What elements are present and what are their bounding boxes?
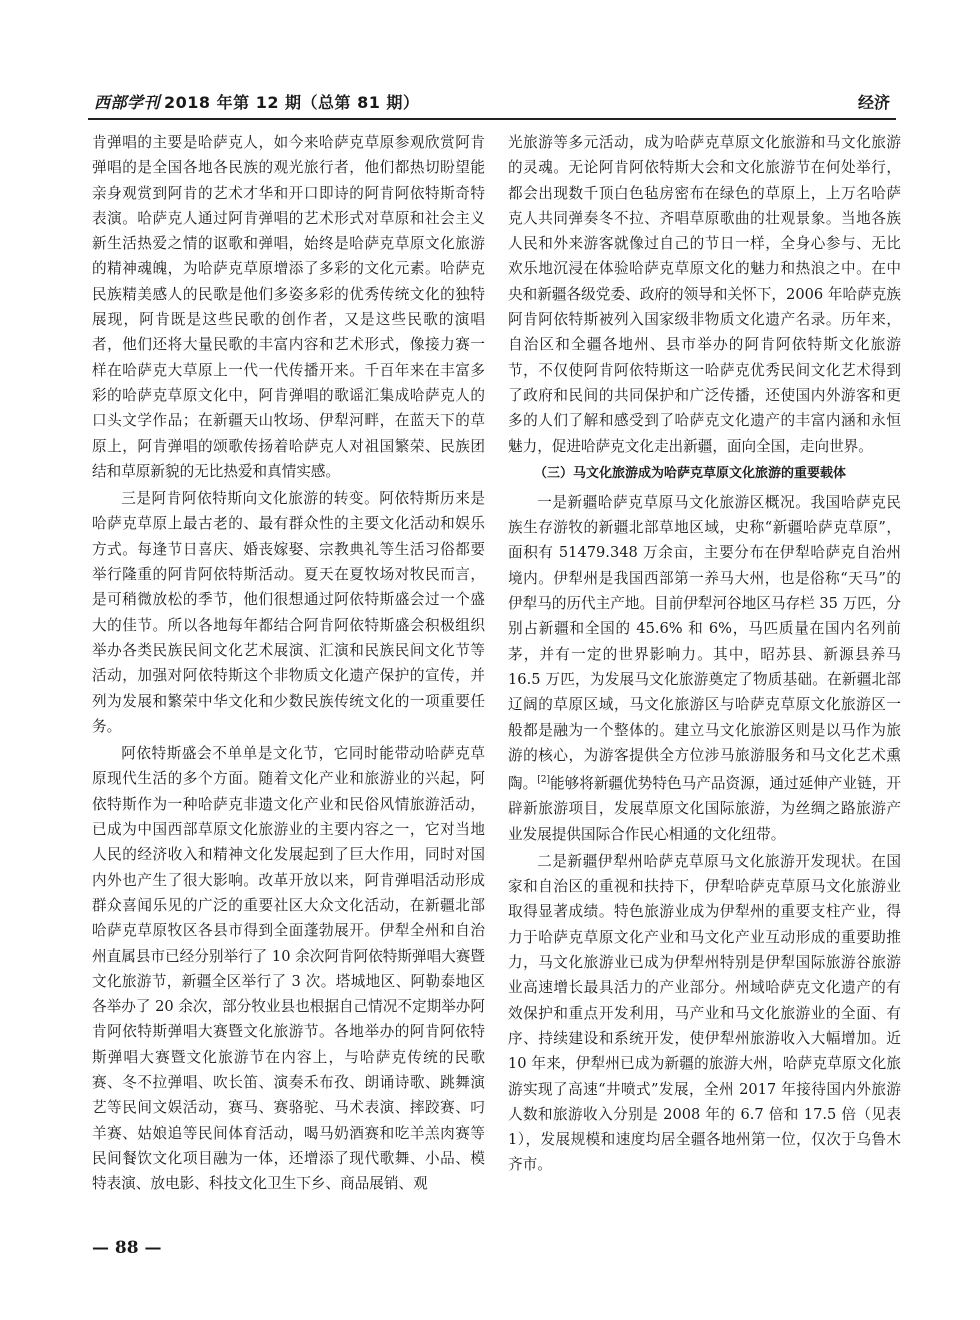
paragraph-text: 一是新疆哈萨克草原马文化旅游区概况。我国哈萨克民族生存游牧的新疆北部草地区域，史称“新疆哈萨克草原”，面积有 51479.348 万余亩，主要分布在伊犁哈萨克自治州境内。伊犁州是我国西部第一养马大州，也是俗称“天马”的伊犁马的历代主产地。目前伊犁河谷地区马存栏 35 万匹，分别占新疆和全国的 45.6% 和 6%，马匹质量在国内名列前茅，并有一定的世界影响力。其中，昭苏县、新源县养马 16.5 万匹，为发展马文化旅游奠定了物质基础。在新疆北部辽阔的草原区域，马文化旅游区与哈萨克草原文化旅游区一般都是融为一个整体的。建立马文化旅游区则是以马作为旅游的核心，为游客提供全方位涉马旅游服务和马文化艺术熏陶。 [508, 493, 901, 792]
journal-title: 西部学刊 [94, 93, 161, 112]
paragraph [508, 490, 901, 847]
issue-info: 2018 年第 12 期（总第 81 期） [164, 93, 420, 112]
page-number: — 88 — [92, 1238, 162, 1258]
left-column [92, 130, 485, 1225]
journal-issue-line [94, 90, 419, 113]
right-column [508, 130, 901, 1225]
citation-ref: [2] [537, 775, 550, 786]
paragraph: 二是新疆伊犁州哈萨克草原马文化旅游开发现状。在国家和自治区的重视和扶持下，伊犁哈萨克草原马文化旅游业取得显著成绩。特色旅游业成为伊犁州的重要支柱产业，得力于哈萨克草原文化产业和马文化产业互动形成的重要助推力，马文化旅游业已成为伊犁州特别是伊犁国际旅游谷旅游业高速增长最具活力的产业部分。州域哈萨克文化遗产的有效保护和重点开发利用，马产业和马文化旅游业的全面、有序、持续建设和系统开发，使伊犁州旅游收入大幅增加。近 10 年来，伊犁州已成为新疆的旅游大州，哈萨克草原文化旅游实现了高速“井喷式”发展，全州 2017 年接待国内外旅游人数和旅游收入分别是 2008 年的 6.7 倍和 17.5 倍（见表 1），发展规模和速度均居全疆各地州第一位，仅次于乌鲁木齐市。 [508, 852, 901, 1174]
section-name: 经济 [857, 93, 890, 112]
paragraph: 肯弹唱的主要是哈萨克人，如今来哈萨克草原参观欣赏阿肯弹唱的是全国各地各民族的观光旅行者，他们都热切盼望能亲身观赏到阿肯的艺术才华和开口即诗的阿肯阿依特斯奇特表演。哈萨克人通过阿肯弹唱的艺术形式对草原和社会主义新生活热爱之情的讴歌和弹唱，始终是哈萨克草原文化旅游的精神魂魄，为哈萨克草原增添了多彩的文化元素。哈萨克民族精美感人的民歌是他们多姿多彩的优秀传统文化的独特展现，阿肯既是这些民歌的创作者，又是这些民歌的演唱者，他们还将大量民歌的丰富内容和艺术形式，像接力赛一样在哈萨克大草原上一代一代传播开来。千百年来在丰富多彩的哈萨克草原文化中，阿肯弹唱的歌谣汇集成哈萨克人的口头文学作品；在新疆天山牧场、伊犁河畔，在蓝天下的草原上，阿肯弹唱的颂歌传扬着哈萨克人对祖国繁荣、民族团结和草原新貌的无比热爱和真情实感。 [92, 134, 485, 480]
paragraph: 三是阿肯阿依特斯向文化旅游的转变。阿依特斯历来是哈萨克草原上最古老的、最有群众性的主要文化活动和娱乐方式。每逢节日喜庆、婚丧嫁娶、宗教典礼等生活习俗都要举行隆重的阿肯阿依特斯活动。夏天在夏牧场对牧民而言，是可稍微放松的季节，他们很想通过阿依特斯盛会过一个盛大的佳节。所以各地每年都结合阿肯阿依特斯盛会积极组织举办各类民族民间文化艺术展演、汇演和民族民间文化节等活动，加强对阿依特斯这个非物质文化遗产保护的宣传，并列为发展和繁荣中华文化和少数民族传统文化的一项重要任务。 [92, 490, 485, 735]
section-subheading: （三）马文化旅游成为哈萨克草原文化旅游的重要载体 [534, 465, 847, 481]
paragraph: 阿依特斯盛会不单单是文化节，它同时能带动哈萨克草原现代生活的多个方面。随着文化产业和旅游业的兴起，阿依特斯作为一种哈萨克非遗文化产业和民俗风情旅游活动，已成为中国西部草原文化旅游业的主要内容之一，它对当地人民的经济收入和精神文化发展起到了巨大作用，同时对国内外也产生了很大影响。改革开放以来，阿肯弹唱活动形成群众喜闻乐见的广泛的重要社区大众文化活动，在新疆北部哈萨克草原牧区各县市得到全面蓬勃展开。伊犁全州和自治州直属县市已经分别举行了 10 余次阿肯阿依特斯弹唱大赛暨文化旅游节，新疆全区举行了 3 次。塔城地区、阿勒泰地区各举办了 20 余次，部分牧业县也根据自己情况不定期举办阿肯阿依特斯弹唱大赛暨文化旅游节。各地举办的阿肯阿依特斯弹唱大赛暨文化旅游节在内容上，与哈萨克传统的民歌赛、冬不拉弹唱、吹长笛、演奏禾布孜、朗诵诗歌、跳舞演艺等民间文娱活动，赛马、赛骆驼、马术表演、摔跤赛、叼羊赛、姑娘追等民间体育活动，喝马奶酒赛和吃羊羔肉赛等民间餐饮文化项目融为一体，还增添了现代歌舞、小品、模特表演、放电影、科技文化卫生下乡、商品展销、观 [92, 745, 485, 1193]
running-header [88, 88, 896, 120]
paragraph-text: 能够将新疆优势特色马产品资源，通过延伸产业链，开辟新旅游项目，发展草原文化国际旅游，为丝绸之路旅游产业发展提供国际合作民心相通的文化纽带。 [508, 774, 901, 843]
paragraph: 光旅游等多元活动，成为哈萨克草原文化旅游和马文化旅游的灵魂。无论阿肯阿依特斯大会和文化旅游节在何处举行，都会出现数千顶白色毡房密布在绿色的草原上，上万名哈萨克人共同弹奏冬不拉、齐唱草原歌曲的壮观景象。当地各族人民和外来游客就像过自己的节日一样，全身心参与、无比欢乐地沉浸在体验哈萨克草原文化的魅力和热浪之中。在中央和新疆各级党委、政府的领导和关怀下，2006 年哈萨克族阿肯阿依特斯被列入国家级非物质文化遗产名录。历年来，自治区和全疆各地州、县市举办的阿肯阿依特斯文化旅游节，不仅使阿肯阿依特斯这一哈萨克优秀民间文化艺术得到了政府和民间的共同保护和广泛传播，还使国内外游客和更多的人们了解和感受到了哈萨克文化遗产的丰富内涵和永恒魅力，促进哈萨克文化走出新疆，面向全国，走向世界。 [508, 134, 901, 455]
